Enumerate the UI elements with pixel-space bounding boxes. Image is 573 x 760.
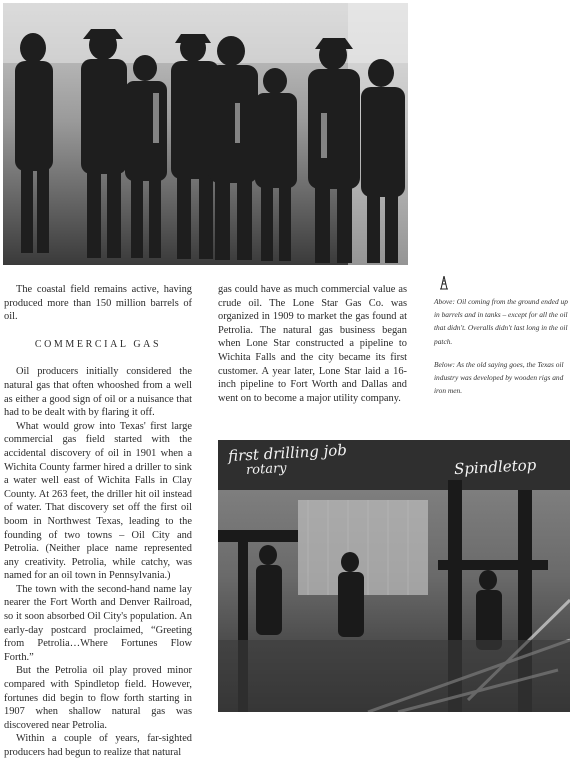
drilling-rig-photo [218, 440, 570, 712]
intro-paragraph: The coastal field remains active, having produced more than 150 million barrels of oil. [4, 284, 192, 323]
article-column-2 [218, 283, 407, 405]
paragraph: The town with the second-hand name lay nearer the Fort Worth and Denver Railroad, so it soon absorbed Oil City's population. An early-day postcard proclaimed, “Greeting from Petrolia…Where Fortunes Flow Forth.” [4, 583, 192, 663]
handwritten-label: first drilling job [227, 440, 348, 466]
handwritten-label: rotary [245, 460, 287, 479]
caption-below: Below: As the old saying goes, the Texas oil industry was developed by wooden rigs and iron men. [434, 359, 564, 396]
paragraph: What would grow into Texas' first large commercial gas field started with the accidental discovery of oil in 1901 when a Wichita County farmer hired a driller to sink a water well east of Wichita Falls in Clay County. At 263 feet, the driller hit oil instead of water. That discovery set off the first oil boom in Northwest Texas, leading to the founding of two towns – Oil City and Petrolia. (Neither place name represented any creativity. Petrolia, while catchy, was named for an oil town in Pennsylvania.) [4, 420, 192, 582]
section-heading: COMMERCIAL GAS [34, 338, 162, 350]
paragraph: gas could have as much commercial value as crude oil. The Lone Star Gas Co. was organized in 1909 to market the gas found at Petrolia. The natural gas business began when Lone Star constructed a pipeline to Wichita Falls and the city became its first customer. A year later, Lone Star laid a 16-inch pipeline to Fort Worth and Dallas and went on to become a major utility company. [218, 284, 407, 404]
paragraph: But the Petrolia oil play proved minor compared with Spindletop field. However, fortunes did begin to flow forth starting in 1907 when shallow natural gas was discovered near Petrolia. [4, 665, 192, 731]
handwritten-label: Spindletop [453, 455, 537, 479]
paragraph: Within a couple of years, far-sighted producers had begun to realize that natural [4, 733, 192, 758]
drilling-rig-photo-art [218, 440, 570, 712]
caption-above: Above: Oil coming from the ground ended up in barrels and in tanks – except for all the oil that didn't. Overalls didn't last long in the oil patch. [434, 297, 568, 346]
workers-photo-art [3, 3, 408, 265]
photo-captions [434, 275, 570, 407]
workers-photo [3, 3, 408, 265]
paragraph: Oil producers initially considered the natural gas that often whooshed from a well as either a good sign of oil or a nuisance that had to be dealt with by flaring it off. [4, 366, 192, 419]
article-column-1 [4, 283, 192, 760]
